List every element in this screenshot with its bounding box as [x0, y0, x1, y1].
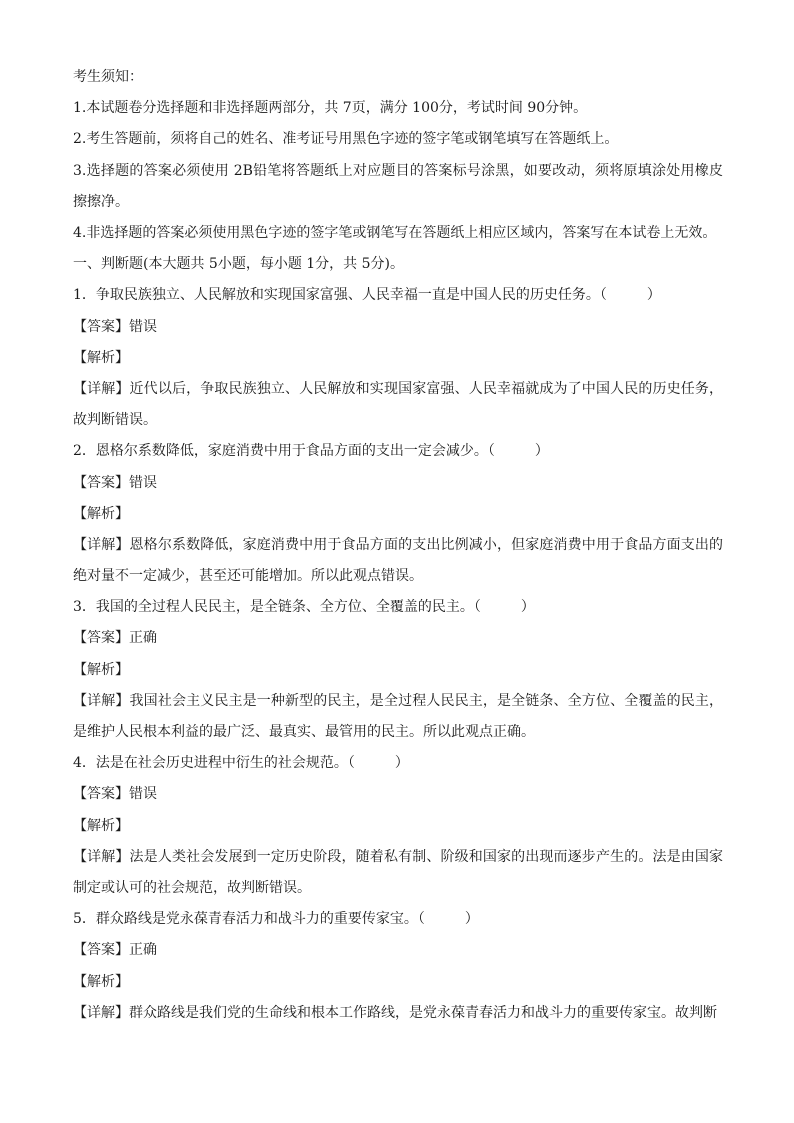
question-5-analysis	[73, 967, 723, 998]
notice-item-3: 3.选择题的答案必须使用 2B铅笔将答题纸上对应题目的答案标号涂黑，如要改动，须将原填涂处用橡皮擦擦净。	[73, 162, 723, 210]
question-3-stem	[73, 592, 723, 623]
question-blank-close: ）	[520, 599, 535, 616]
answer-value: 正确	[129, 942, 157, 959]
question-blank-close: ）	[394, 755, 409, 772]
detail-label: 【详解】	[73, 848, 130, 865]
answer-value: 正确	[129, 630, 157, 647]
question-2-analysis	[73, 499, 723, 530]
question-3-answer	[73, 623, 723, 654]
section-title: 一、判断题(本大题共 5小题，每小题 1分，共 5分)。	[73, 256, 404, 273]
exam-page	[73, 62, 723, 1029]
question-2-stem	[73, 436, 723, 467]
analysis-label: 【解析】	[73, 973, 129, 990]
notice-title: 考生须知：	[73, 69, 143, 85]
answer-value: 错误	[129, 318, 157, 335]
detail-text: 近代以后，争取民族独立、人民解放和实现国家富强、人民幸福就成为了中国人民的历史任务，故判断错误。	[73, 380, 724, 429]
answer-value: 错误	[129, 786, 157, 803]
answer-value: 错误	[129, 474, 157, 491]
question-blank-close: ）	[464, 911, 479, 928]
question-4-answer	[73, 779, 723, 810]
detail-label: 【详解】	[73, 380, 130, 397]
analysis-label: 【解析】	[73, 349, 129, 366]
question-1-detail	[73, 374, 723, 436]
question-stem: 4．法是在社会历史进程中衍生的社会规范。（	[73, 755, 355, 772]
question-4-analysis	[73, 811, 723, 842]
answer-label: 【答案】	[73, 942, 129, 959]
question-blank-close: ）	[534, 443, 549, 460]
detail-text: 恩格尔系数降低，家庭消费中用于食品方面的支出比例减小，但家庭消费中用于食品方面支出的绝对量不一定减少，甚至还可能增加。所以此观点错误。	[73, 536, 724, 585]
notice-item-1: 1.本试题卷分选择题和非选择题两部分，共 7页，满分 100分，考试时间 90分钟。	[73, 100, 588, 117]
question-5-answer	[73, 935, 723, 966]
question-stem: 2．恩格尔系数降低，家庭消费中用于食品方面的支出一定会减少。（	[73, 443, 495, 460]
detail-label: 【详解】	[73, 536, 130, 553]
detail-label: 【详解】	[73, 692, 130, 709]
analysis-label: 【解析】	[73, 505, 129, 522]
notice-item-2: 2.考生答题前，须将自己的姓名、准考证号用黑色字迹的签字笔或钢笔填写在答题纸上。	[73, 131, 619, 148]
question-2-detail	[73, 530, 723, 592]
question-stem: 5．群众路线是党永葆青春活力和战斗力的重要传家宝。（	[73, 911, 425, 928]
analysis-label: 【解析】	[73, 817, 129, 834]
question-2-answer	[73, 468, 723, 499]
answer-label: 【答案】	[73, 318, 129, 335]
question-4-stem	[73, 748, 723, 779]
question-5-detail	[73, 998, 723, 1029]
answer-label: 【答案】	[73, 630, 129, 647]
detail-label: 【详解】	[73, 1004, 129, 1021]
analysis-label: 【解析】	[73, 661, 129, 678]
question-3-detail	[73, 686, 723, 748]
question-4-detail	[73, 842, 723, 904]
detail-text: 我国社会主义民主是一种新型的民主，是全过程人民民主，是全链条、全方位、全覆盖的民主，是维护人民根本利益的最广泛、最真实、最管用的民主。所以此观点正确。	[73, 692, 724, 741]
question-blank-close: ）	[646, 287, 661, 304]
question-1-answer	[73, 312, 723, 343]
question-5-stem	[73, 904, 723, 935]
notice-item-4: 4.非选择题的答案必须使用黑色字迹的签字笔或钢笔写在答题纸上相应区域内，答案写在本试卷上无效。	[73, 224, 717, 241]
answer-label: 【答案】	[73, 474, 129, 491]
detail-text: 群众路线是我们党的生命线和根本工作路线，是党永葆青春活力和战斗力的重要传家宝。故判断	[129, 1004, 717, 1021]
question-1-stem	[73, 280, 723, 311]
question-3-analysis	[73, 655, 723, 686]
answer-label: 【答案】	[73, 786, 129, 803]
question-1-analysis	[73, 343, 723, 374]
detail-text: 法是人类社会发展到一定历史阶段，随着私有制、阶级和国家的出现而逐步产生的。法是由国家制定或认可的社会规范，故判断错误。	[73, 848, 724, 897]
question-stem: 1．争取民族独立、人民解放和实现国家富强、人民幸福一直是中国人民的历史任务。（	[73, 287, 607, 304]
question-stem: 3．我国的全过程人民民主，是全链条、全方位、全覆盖的民主。（	[73, 599, 481, 616]
